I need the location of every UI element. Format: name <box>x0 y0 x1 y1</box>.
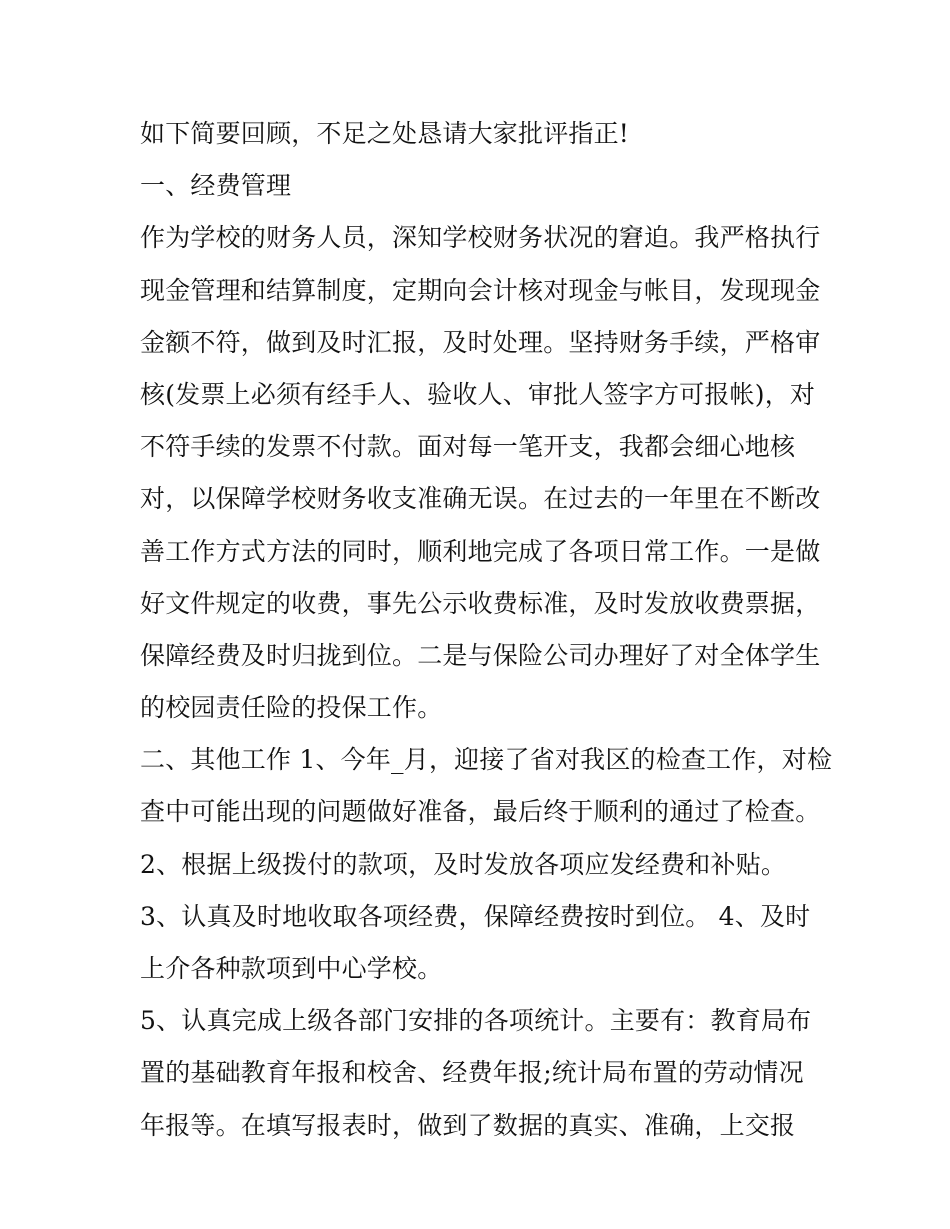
text-line: 好文件规定的收费，事先公示收费标准，及时发放收费票据， <box>140 588 821 618</box>
text-line: 的校园责任险的投保工作。 <box>140 693 443 723</box>
text-line: 查中可能出现的问题做好准备，最后终于顺利的通过了检查。 <box>140 797 821 827</box>
text-line-intro: 如下简要回顾，不足之处恳请大家批评指正! <box>140 119 630 148</box>
section-heading-funding-management: 一、经费管理 <box>140 171 292 201</box>
text-line: 年报等。在填写报表时，做到了数据的真实、准确，上交报 <box>140 1110 796 1140</box>
section-heading-other-work: 二、其他工作 1、今年_月，迎接了省对我区的检查工作，对检 <box>140 745 833 775</box>
document-page <box>140 108 833 1152</box>
text-line: 不符手续的发票不付款。面对每一笔开支，我都会细心地核 <box>140 432 796 462</box>
text-line: 金额不符，做到及时汇报，及时处理。坚持财务手续，严格审 <box>140 327 821 357</box>
text-line: 置的基础教育年报和校舍、经费年报;统计局布置的劳动情况 <box>140 1058 804 1088</box>
list-item-5: 5、认真完成上级各部门安排的各项统计。主要有：教育局布 <box>140 1006 812 1036</box>
list-item-3-4: 3、认真及时地收取各项经费，保障经费按时到位。 4、及时 <box>140 901 811 931</box>
text-line: 上介各种款项到中心学校。 <box>140 954 443 983</box>
text-line: 善工作方式方法的同时，顺利地完成了各项日常工作。一是做 <box>140 536 821 566</box>
text-line: 核(发票上必须有经手人、验收人、审批人签字方可报帐)，对 <box>140 379 816 409</box>
text-line: 作为学校的财务人员，深知学校财务状况的窘迫。我严格执行 <box>140 223 821 253</box>
text-line: 现金管理和结算制度，定期向会计核对现金与帐目，发现现金 <box>140 275 821 305</box>
text-line: 保障经费及时归拢到位。二是与保险公司办理好了对全体学生 <box>140 640 821 670</box>
text-line: 对，以保障学校财务收支准确无误。在过去的一年里在不断改 <box>140 484 821 514</box>
list-item-2: 2、根据上级拨付的款项，及时发放各项应发经费和补贴。 <box>140 849 787 879</box>
